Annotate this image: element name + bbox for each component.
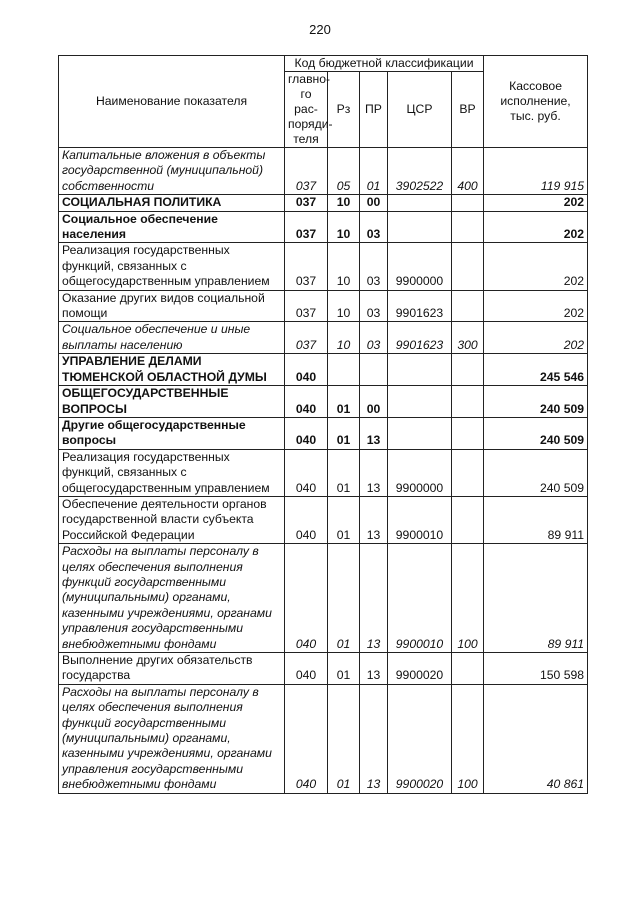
row-name: Обеспечение деятельности органов государственной власти субъекта Российской Федерации — [59, 496, 285, 543]
table-row — [59, 322, 588, 354]
table-row — [59, 290, 588, 322]
table-row — [59, 243, 588, 290]
header-glav: главно-го рас-поряди-теля — [285, 72, 328, 148]
row-pr: 13 — [360, 449, 388, 496]
row-name: Социальное обеспечение и иные выплаты населению — [59, 322, 285, 354]
row-pr: 13 — [360, 417, 388, 449]
row-csr: 9900010 — [388, 496, 452, 543]
row-vr — [452, 290, 484, 322]
row-rz: 05 — [328, 148, 360, 195]
row-glav: 040 — [285, 684, 328, 793]
row-csr: 9900020 — [388, 653, 452, 685]
row-rz: 01 — [328, 449, 360, 496]
row-name: Социальное обеспечение населения — [59, 211, 285, 243]
row-pr: 03 — [360, 243, 388, 290]
row-vr — [452, 417, 484, 449]
row-glav: 040 — [285, 354, 328, 386]
table-row — [59, 544, 588, 653]
row-glav: 040 — [285, 417, 328, 449]
row-pr: 03 — [360, 290, 388, 322]
header-rz: Рз — [328, 72, 360, 148]
row-name: Капитальные вложения в объекты государственной (муниципальной) собственности — [59, 148, 285, 195]
row-pr: 13 — [360, 684, 388, 793]
header-amount: Кассовое исполнение, тыс. руб. — [484, 56, 588, 148]
row-rz: 01 — [328, 496, 360, 543]
row-name: СОЦИАЛЬНАЯ ПОЛИТИКА — [59, 195, 285, 211]
row-name: Расходы на выплаты персоналу в целях обеспечения выполнения функций государственными (муниципальными) органами, казенными учреждениями, органами управления государственными внебюджетными фондами — [59, 684, 285, 793]
row-amount: 240 509 — [484, 449, 588, 496]
row-amount: 89 911 — [484, 544, 588, 653]
row-glav: 040 — [285, 386, 328, 418]
row-name: Расходы на выплаты персоналу в целях обеспечения выполнения функций государственными (муниципальными) органами, казенными учреждениями, органами управления государственными внебюджетными фондами — [59, 544, 285, 653]
row-name: Другие общегосударственные вопросы — [59, 417, 285, 449]
table-row — [59, 653, 588, 685]
row-glav: 037 — [285, 290, 328, 322]
row-rz: 01 — [328, 417, 360, 449]
row-csr — [388, 386, 452, 418]
table-row — [59, 417, 588, 449]
row-vr: 100 — [452, 684, 484, 793]
row-vr: 400 — [452, 148, 484, 195]
row-csr: 9900010 — [388, 544, 452, 653]
row-amount: 150 598 — [484, 653, 588, 685]
table-row — [59, 211, 588, 243]
page-number: 220 — [309, 22, 331, 37]
row-pr — [360, 354, 388, 386]
row-amount: 240 509 — [484, 417, 588, 449]
row-name: Реализация государственных функций, связанных с общегосударственным управлением — [59, 449, 285, 496]
row-name: ОБЩЕГОСУДАРСТВЕННЫЕ ВОПРОСЫ — [59, 386, 285, 418]
row-vr — [452, 449, 484, 496]
row-vr: 300 — [452, 322, 484, 354]
header-pr: ПР — [360, 72, 388, 148]
row-pr: 00 — [360, 386, 388, 418]
header-vr: ВР — [452, 72, 484, 148]
row-amount: 202 — [484, 195, 588, 211]
row-rz: 10 — [328, 322, 360, 354]
row-vr — [452, 386, 484, 418]
table-body — [59, 148, 588, 794]
table-row — [59, 684, 588, 793]
row-amount: 40 861 — [484, 684, 588, 793]
row-vr — [452, 496, 484, 543]
row-pr: 13 — [360, 653, 388, 685]
row-rz: 01 — [328, 684, 360, 793]
row-name: УПРАВЛЕНИЕ ДЕЛАМИ ТЮМЕНСКОЙ ОБЛАСТНОЙ ДУМЫ — [59, 354, 285, 386]
row-amount: 119 915 — [484, 148, 588, 195]
table-row — [59, 386, 588, 418]
table-row — [59, 496, 588, 543]
row-csr — [388, 354, 452, 386]
row-glav: 037 — [285, 148, 328, 195]
row-amount: 240 509 — [484, 386, 588, 418]
row-amount: 202 — [484, 290, 588, 322]
row-glav: 037 — [285, 243, 328, 290]
row-csr: 9900000 — [388, 449, 452, 496]
row-csr — [388, 195, 452, 211]
budget-table — [58, 55, 588, 794]
table-row — [59, 148, 588, 195]
row-vr — [452, 243, 484, 290]
row-name: Выполнение других обязательств государства — [59, 653, 285, 685]
row-csr: 3902522 — [388, 148, 452, 195]
row-csr: 9900020 — [388, 684, 452, 793]
row-rz: 01 — [328, 386, 360, 418]
row-glav: 037 — [285, 322, 328, 354]
row-amount: 202 — [484, 243, 588, 290]
table-row — [59, 449, 588, 496]
table-header — [59, 56, 588, 148]
row-pr: 01 — [360, 148, 388, 195]
row-csr — [388, 417, 452, 449]
row-rz: 10 — [328, 195, 360, 211]
header-csr: ЦСР — [388, 72, 452, 148]
row-glav: 040 — [285, 496, 328, 543]
row-vr — [452, 354, 484, 386]
row-csr: 9900000 — [388, 243, 452, 290]
row-glav: 040 — [285, 653, 328, 685]
row-amount: 89 911 — [484, 496, 588, 543]
row-amount: 202 — [484, 322, 588, 354]
row-pr: 13 — [360, 496, 388, 543]
row-rz: 01 — [328, 544, 360, 653]
row-glav: 040 — [285, 449, 328, 496]
table-row — [59, 195, 588, 211]
row-rz: 10 — [328, 290, 360, 322]
row-rz: 01 — [328, 653, 360, 685]
row-pr: 03 — [360, 211, 388, 243]
row-pr: 00 — [360, 195, 388, 211]
row-csr: 9901623 — [388, 290, 452, 322]
row-vr: 100 — [452, 544, 484, 653]
row-rz — [328, 354, 360, 386]
header-code-group: Код бюджетной классификации — [285, 56, 484, 72]
row-rz: 10 — [328, 211, 360, 243]
row-pr: 03 — [360, 322, 388, 354]
row-amount: 202 — [484, 211, 588, 243]
row-vr — [452, 653, 484, 685]
row-vr — [452, 211, 484, 243]
row-name: Оказание других видов социальной помощи — [59, 290, 285, 322]
header-name: Наименование показателя — [59, 56, 285, 148]
row-csr — [388, 211, 452, 243]
row-rz: 10 — [328, 243, 360, 290]
table-row — [59, 354, 588, 386]
row-glav: 037 — [285, 211, 328, 243]
row-glav: 037 — [285, 195, 328, 211]
row-csr: 9901623 — [388, 322, 452, 354]
row-pr: 13 — [360, 544, 388, 653]
row-name: Реализация государственных функций, связанных с общегосударственным управлением — [59, 243, 285, 290]
row-amount: 245 546 — [484, 354, 588, 386]
row-glav: 040 — [285, 544, 328, 653]
row-vr — [452, 195, 484, 211]
